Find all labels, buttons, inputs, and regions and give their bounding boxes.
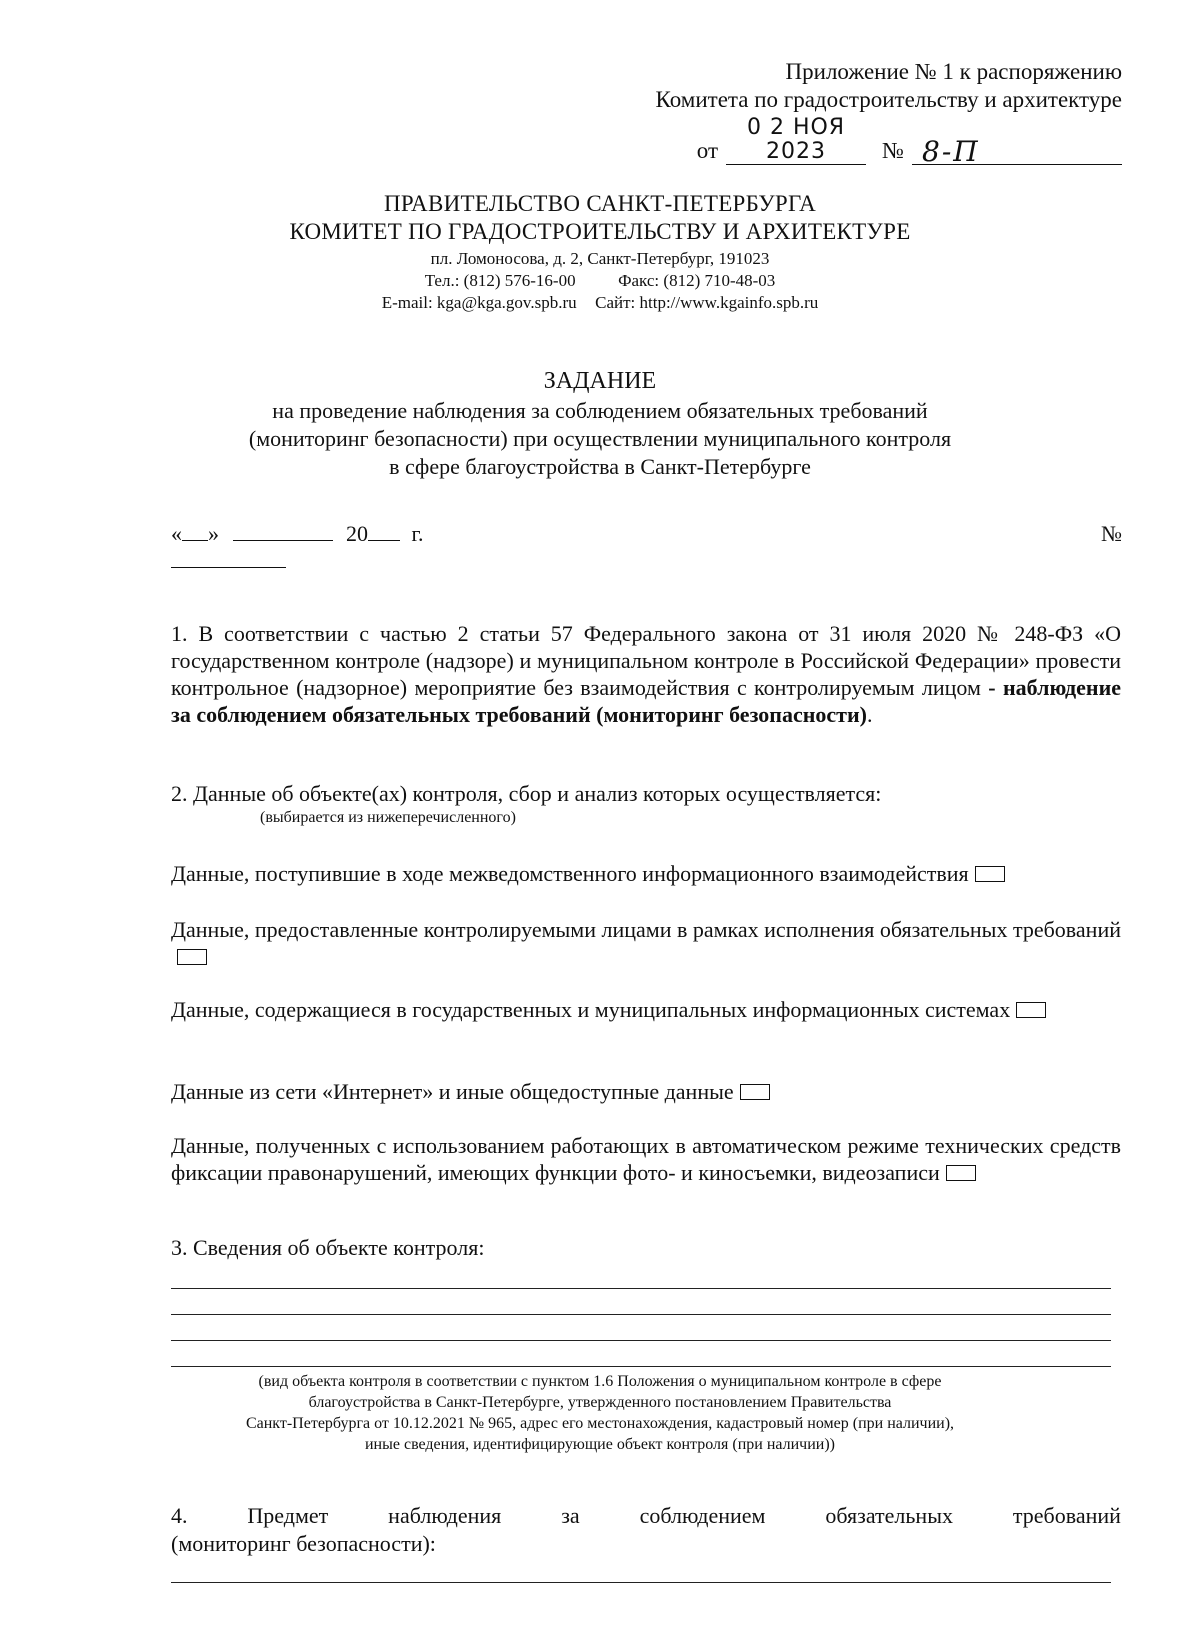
option-3 [171, 996, 1121, 1023]
option-1 [171, 860, 1121, 887]
committee-address: пл. Ломоносова, д. 2, Санкт-Петербург, 191023 [430, 249, 770, 268]
section-1-text: 1. В соответствии с частью 2 статьи 57 Федерального закона от 31 июля 2020 № 248-ФЗ «О государственном контроле (надзоре) и муниципальном контроле в Российской Федерации» провести контрольное (надзорное) мероприятие без взаимодействия с контролируемым лицом [171, 621, 1121, 700]
day-blank [182, 540, 208, 541]
section-4-line-2: (мониторинг безопасности): [171, 1531, 436, 1556]
appendix-line-1: Приложение № 1 к распоряжению [785, 59, 1122, 84]
option-5-checkbox[interactable] [946, 1165, 976, 1181]
option-3-label: Данные, содержащиеся в государственных и муниципальных информационных системах [171, 997, 1011, 1022]
option-3-checkbox[interactable] [1016, 1002, 1046, 1018]
order-date-field: 0 2 НОЯ 2023 [726, 116, 866, 165]
object-info-line-4[interactable] [171, 1366, 1111, 1367]
year-suffix: г. [411, 521, 424, 546]
section-4-word-1: 4. [171, 1503, 188, 1528]
month-blank [233, 540, 333, 541]
section-1-tail: . [866, 702, 873, 727]
section-3-note-4: иные сведения, идентифицирующие объект контроля (при наличии)) [364, 1436, 835, 1453]
subject-info-line-1[interactable] [171, 1582, 1111, 1583]
number-label: № [882, 138, 904, 163]
committee-contacts-phone [0, 270, 1200, 292]
section-4-word-5: соблюдением [639, 1503, 766, 1528]
document-number-blank [171, 567, 286, 568]
section-4-word-6: обязательных [825, 1503, 953, 1528]
site-text: Сайт: http://www.kgainfo.spb.ru [595, 293, 819, 312]
section-4-word-7: требований [1012, 1503, 1121, 1528]
section-4-word-4: за [561, 1503, 580, 1528]
option-4 [171, 1078, 1121, 1105]
option-2-checkbox[interactable] [177, 949, 207, 965]
document-subtitle-3: в сфере благоустройства в Санкт-Петербурге [389, 454, 811, 479]
phone-text: Тел.: (812) 576-16-00 [424, 271, 576, 290]
section-3-note-2: благоустройства в Санкт-Петербурге, утвержденного постановлением Правительства [308, 1394, 892, 1411]
section-4-word-3: наблюдения [388, 1503, 502, 1528]
section-2-heading: 2. Данные об объекте(ах) контроля, сбор и анализ которых осуществляется: [171, 781, 882, 806]
document-number-sign: № [1101, 521, 1122, 546]
object-info-line-3[interactable] [171, 1340, 1111, 1341]
document-subtitle-1: на проведение наблюдения за соблюдением обязательных требований [272, 398, 928, 423]
committee-name: КОМИТЕТ ПО ГРАДОСТРОИТЕЛЬСТВУ И АРХИТЕКТУРЕ [289, 219, 911, 244]
section-4-line-1 [171, 1502, 1121, 1529]
section-3-note-1: (вид объекта контроля в соответствии с пунктом 1.6 Положения о муниципальном контроле в сфере [258, 1373, 942, 1390]
section-2-hint: (выбирается из нижеперечисленного) [260, 809, 516, 826]
option-4-label: Данные из сети «Интернет» и иные общедоступные данные [171, 1079, 734, 1104]
from-label: от [696, 138, 719, 163]
year-prefix: 20 [346, 521, 368, 546]
section-1-bold: - наблюдение за соблюдением обязательных требований (мониторинг безопасности) [171, 675, 1122, 727]
section-3-note-3: Санкт-Петербурга от 10.12.2021 № 965, адрес его местонахождения, кадастровый номер (при наличии), [245, 1415, 955, 1432]
section-1 [171, 620, 1121, 728]
section-4-word-2: Предмет [247, 1503, 329, 1528]
option-4-checkbox[interactable] [740, 1084, 770, 1100]
document-subtitle-2: (мониторинг безопасности) при осуществлении муниципального контроля [248, 426, 952, 451]
section-3-heading: 3. Сведения об объекте контроля: [171, 1235, 485, 1260]
appendix-line-2: Комитета по градостроительству и архитектуре [655, 87, 1122, 112]
object-info-line-1[interactable] [171, 1288, 1111, 1289]
year-blank [368, 540, 400, 541]
document-title: ЗАДАНИЕ [543, 368, 657, 394]
option-5-label: Данные, полученных с использованием работающих в автоматическом режиме технических средств фиксации правонарушений, имеющих функции фото- и киносъемки, видеозаписи [171, 1133, 1121, 1185]
email-text: E-mail: kga@kga.gov.spb.ru [381, 293, 577, 312]
fax-text: Факс: (812) 710-48-03 [618, 271, 776, 290]
order-reference [562, 115, 1122, 168]
object-info-line-2[interactable] [171, 1314, 1111, 1315]
date-open-quote: « [171, 521, 182, 546]
government-name: ПРАВИТЕЛЬСТВО САНКТ-ПЕТЕРБУРГА [383, 191, 817, 216]
option-1-checkbox[interactable] [975, 866, 1005, 882]
option-5 [171, 1132, 1121, 1186]
committee-contacts-web [0, 292, 1200, 314]
document-date-line [171, 520, 424, 548]
order-number-field: 8-П [912, 140, 1122, 165]
appendix-block [562, 58, 1122, 168]
option-1-label: Данные, поступившие в ходе межведомственного информационного взаимодействия [171, 861, 969, 886]
date-close-quote: » [208, 521, 219, 546]
option-2 [171, 916, 1121, 970]
option-2-label: Данные, предоставленные контролируемыми лицами в рамках исполнения обязательных требований [171, 917, 1121, 942]
